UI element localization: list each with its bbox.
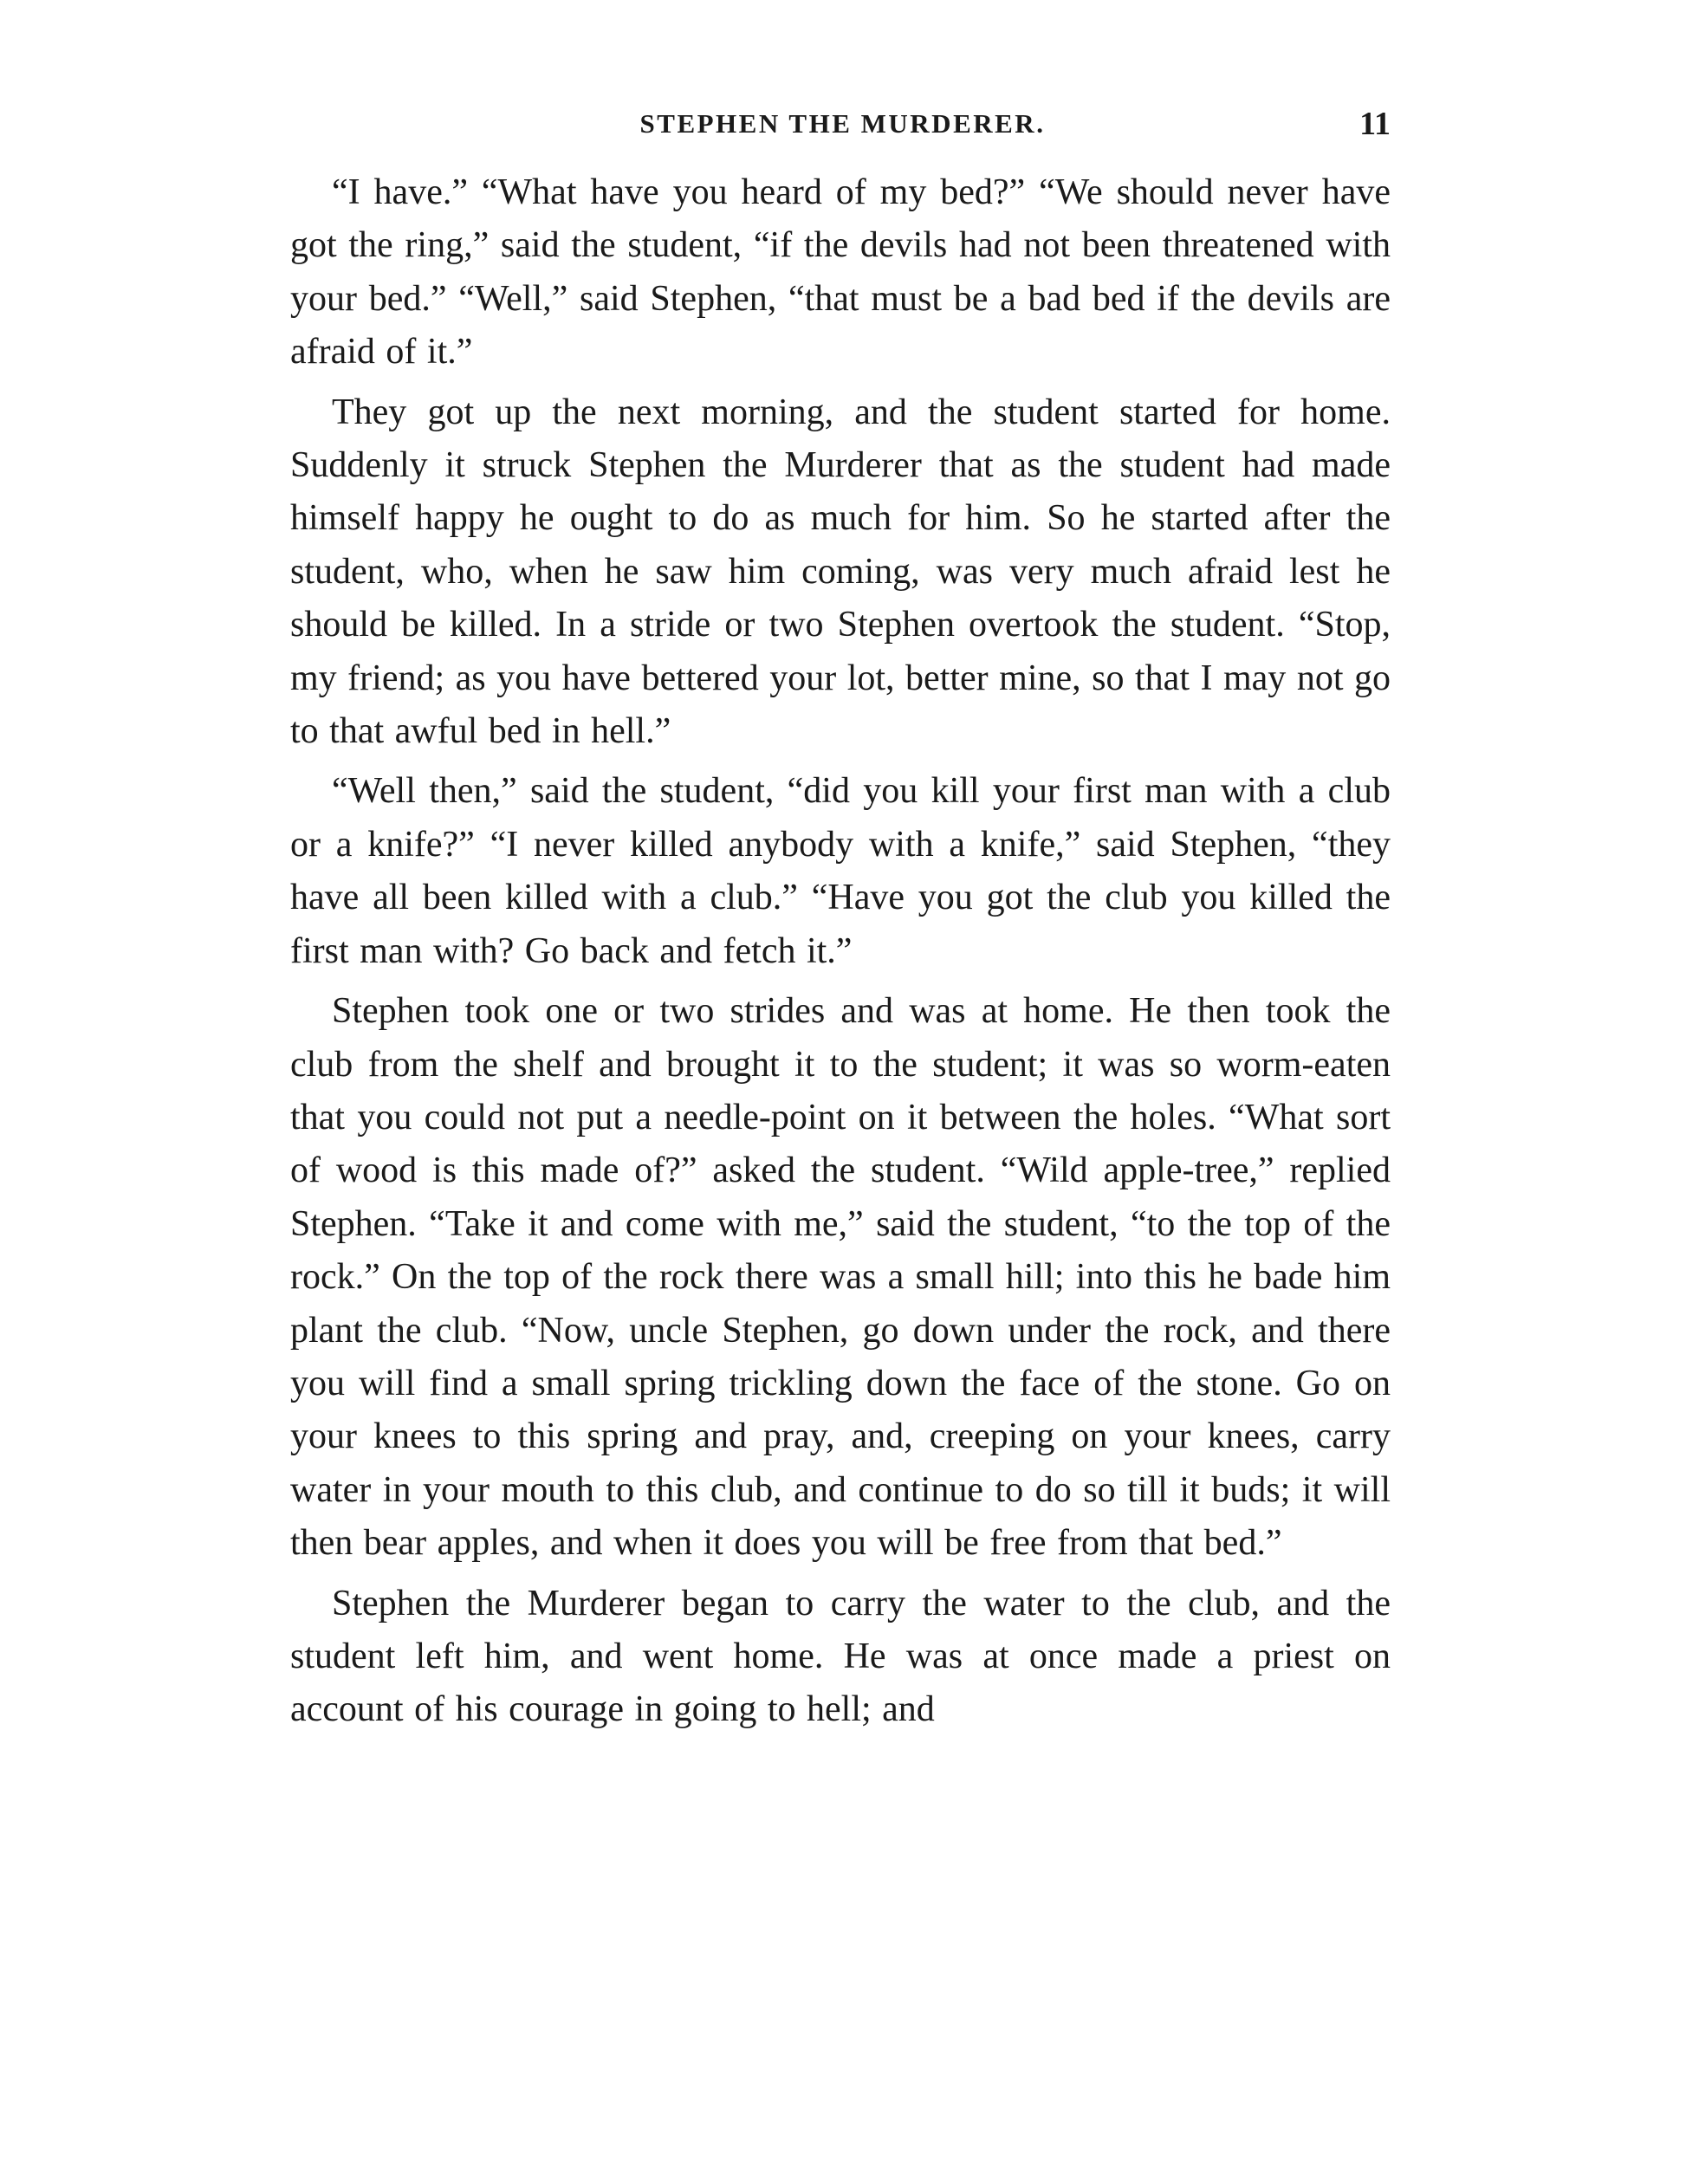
page-number: 11: [1359, 106, 1391, 142]
paragraph-5: Stephen the Murderer began to carry the water to the club, and the student left him, and went home. He was at once made a priest on account of his courage in going to hell; and: [290, 1583, 1391, 1730]
paragraph-1: “I have.” “What have you heard of my bed?” “We should never have got the ring,” said the student, “if the devils had not been threatened with your bed.” “Well,” said Stephen, “that must be a bad bed if the devils are afraid of it.”: [290, 172, 1391, 373]
running-header: [295, 102, 1391, 146]
paragraph-2: They got up the next morning, and the student started for home. Suddenly it struck Stephen the Murderer that as the student had made himself happy he ought to do as much for him. So he started after the student, who, when he saw him coming, was very much afraid lest he should be killed. In a stride or two Stephen overtook the student. “Stop, my friend; as you have bettered your lot, better mine, so that I may not go to that awful bed in hell.”: [290, 392, 1391, 752]
paragraph-4: Stephen took one or two strides and was at home. He then took the club from the shelf and brought it to the student; it was so worm-eaten that you could not put a needle-point on it between the holes. “What sort of wood is this made of?” asked the student. “Wild apple-tree,” replied Stephen. “Take it and come with me,” said the student, “to the top of the rock.” On the top of the rock there was a small hill; into this he bade him plant the club. “Now, uncle Stephen, go down under the rock, and there you will find a small spring trickling down the face of the stone. Go on your knees to this spring and pray, and, creeping on your knees, carry water in your mouth to this club, and continue to do so till it buds; it will then bear apples, and when it does you will be free from that bed.”: [290, 991, 1391, 1564]
running-title: STEPHEN THE MURDERER.: [639, 108, 1046, 139]
paragraph-3: “Well then,” said the student, “did you kill your first man with a club or a knife?” “I never killed anybody with a knife,” said Stephen, “they have all been killed with a club.” “Have you got the club you killed the first man with? Go back and fetch it.”: [290, 771, 1391, 971]
body-text: [290, 166, 1391, 1744]
